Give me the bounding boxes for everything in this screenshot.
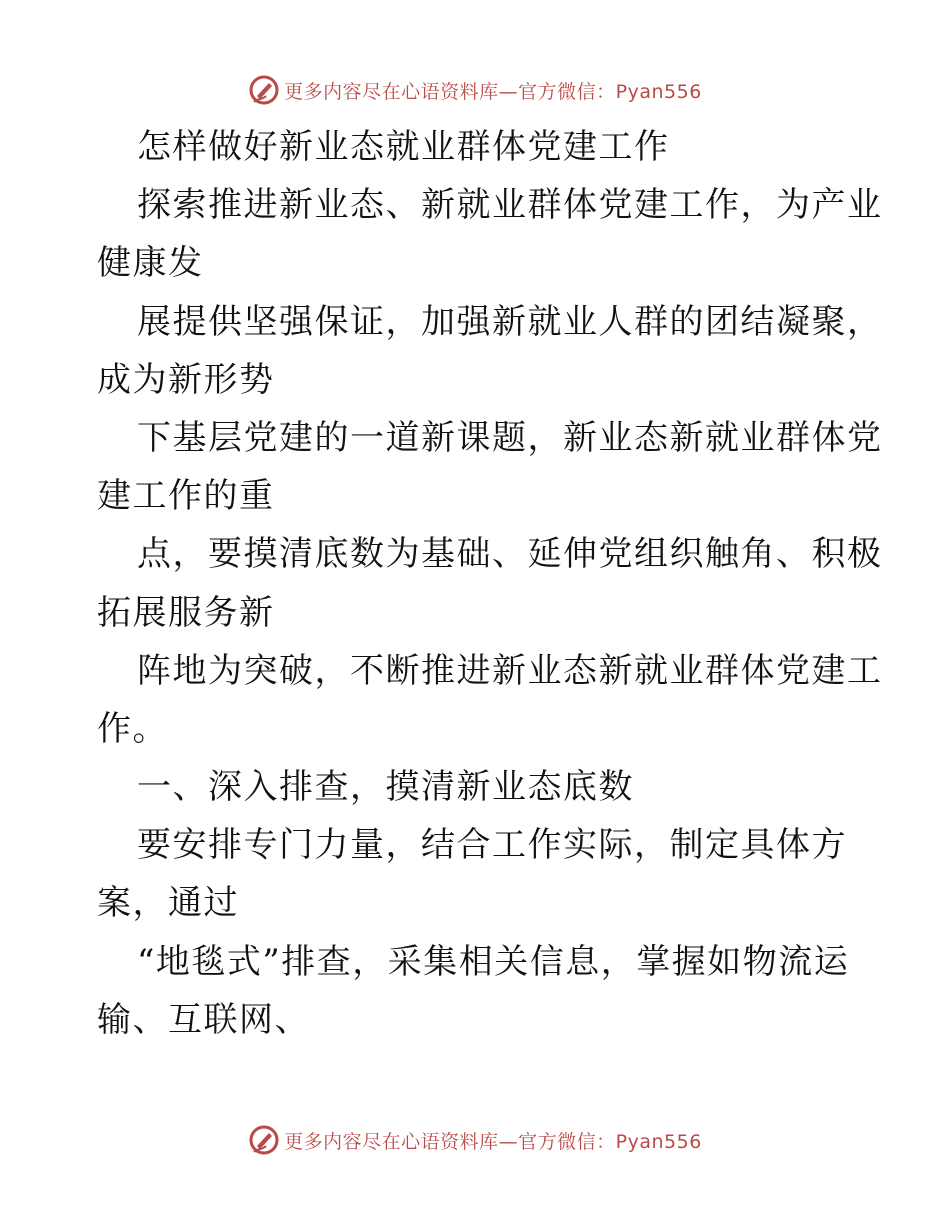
paragraph-line: 案，通过 (97, 883, 239, 924)
paragraph-line: “地毯式”排查，采集相关信息，掌握如物流运 (137, 941, 850, 982)
paragraph-line: 健康发 (97, 243, 204, 284)
header-watermark (0, 70, 950, 110)
paragraph-line: 探索推进新业态、新就业群体党建工作，为产业 (137, 185, 883, 226)
document-body (97, 118, 883, 1049)
paragraph-line: 下基层党建的一道新课题，新业态新就业群体党 (137, 417, 883, 458)
paragraph-line: 阵地为突破，不断推进新业态新就业群体党建工 (137, 650, 883, 691)
brand-logo-icon (248, 1124, 280, 1156)
paragraph-line: 要安排专门力量，结合工作实际，制定具体方 (137, 825, 847, 866)
paragraph-line: 建工作的重 (97, 476, 275, 517)
watermark-text: 更多内容尽在心语资料库—官方微信：Pyan556 (284, 1130, 702, 1153)
footer-watermark (0, 1120, 950, 1160)
brand-logo-icon (248, 74, 280, 106)
document-title: 怎样做好新业态就业群体党建工作 (137, 127, 670, 167)
paragraph-line: 成为新形势 (97, 359, 275, 400)
paragraph-line: 输、互联网、 (97, 999, 310, 1040)
paragraph-line: 展提供坚强保证，加强新就业人群的团结凝聚， (137, 301, 883, 342)
watermark-text: 更多内容尽在心语资料库—官方微信：Pyan556 (284, 80, 702, 103)
section-heading: 一、深入排查，摸清新业态底数 (137, 767, 634, 808)
paragraph-line: 点，要摸清底数为基础、延伸党组织触角、积极 (137, 534, 883, 575)
paragraph-line: 作。 (97, 708, 168, 749)
paragraph-line: 拓展服务新 (97, 592, 275, 633)
